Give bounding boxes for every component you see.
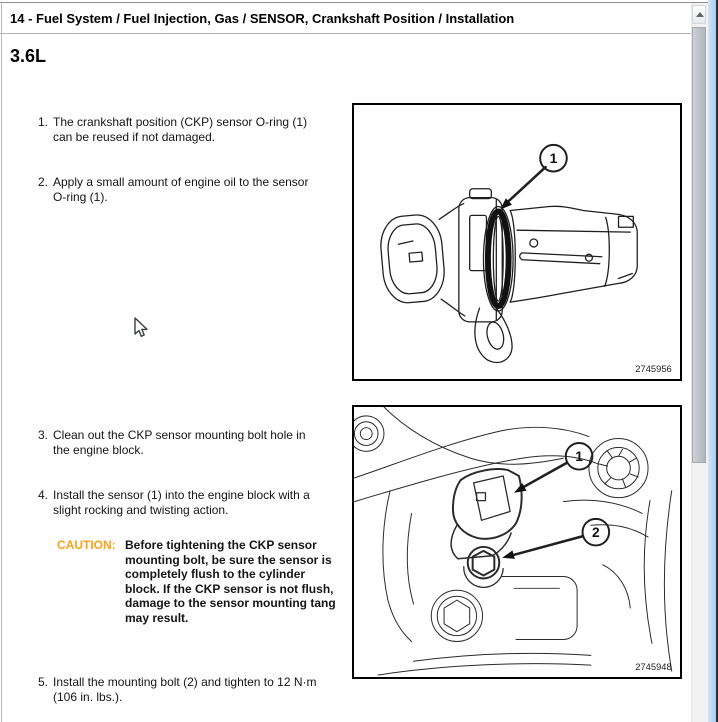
step-3 xyxy=(35,428,325,457)
installed-sensor xyxy=(451,469,522,559)
step-text: The crankshaft position (CKP) sensor O-ring (1) can be reused if not damaged. xyxy=(53,115,308,144)
figure-number: 2745948 xyxy=(635,662,672,673)
scroll-up-arrow-icon xyxy=(696,12,704,17)
callout-1-label: 1 xyxy=(549,151,558,167)
step-number: 2. xyxy=(37,175,48,189)
sensor-barrel xyxy=(510,206,637,302)
window-top-edge xyxy=(0,2,708,3)
step-5 xyxy=(35,675,325,704)
step-number: 4. xyxy=(37,488,48,502)
window-left-edge xyxy=(1,3,2,722)
threaded-hole-top-right xyxy=(589,439,648,498)
threaded-hole-top-left xyxy=(354,416,384,451)
title-divider xyxy=(0,33,691,34)
step-1 xyxy=(35,115,325,144)
callout-1 xyxy=(514,443,592,493)
step-text: Install the mounting bolt (2) and tighten to 12 N·m (106 in. lbs.). xyxy=(53,675,317,704)
caution-label: CAUTION: xyxy=(57,538,116,552)
caution-text: Before tightening the CKP sensor mounting bolt, be sure the sensor is completely flush to the cylinder block. If the CKP sensor is not flush, damage to the sensor mounting tang may result. xyxy=(125,538,336,625)
sensor-connector xyxy=(378,213,446,305)
caution-note xyxy=(57,538,343,625)
callout-1-label: 1 xyxy=(575,449,583,465)
step-number: 5. xyxy=(37,675,48,689)
step-text: Install the sensor (1) into the engine block with a slight rocking and twisting action. xyxy=(53,488,310,517)
step-number: 1. xyxy=(37,115,48,129)
figure-ckp-sensor-installed xyxy=(352,405,682,679)
step-4 xyxy=(35,488,325,517)
vertical-scrollbar-thumb[interactable] xyxy=(692,27,706,463)
sensor-mounting-tang xyxy=(475,307,512,362)
engine-bolt-lower-left xyxy=(431,590,482,641)
step-2 xyxy=(35,175,325,204)
mouse-cursor-icon xyxy=(134,317,149,339)
window-right-frame xyxy=(708,0,716,722)
callout-2 xyxy=(502,519,609,559)
breadcrumb: 14 - Fuel System / Fuel Injection, Gas / SENSOR, Crankshaft Position / Installation xyxy=(10,11,515,26)
callout-1 xyxy=(500,145,567,210)
sensor-line-art xyxy=(354,105,680,379)
engine-casting-lines xyxy=(354,407,671,675)
engine-heading: 3.6L xyxy=(10,46,47,66)
engine-block-line-art xyxy=(354,407,680,677)
figure-number: 2745956 xyxy=(635,364,672,375)
step-text: Clean out the CKP sensor mounting bolt hole in the engine block. xyxy=(53,428,306,457)
step-text: Apply a small amount of engine oil to the sensor O-ring (1). xyxy=(53,175,309,204)
scroll-up-button[interactable] xyxy=(692,5,706,24)
figure-ckp-sensor-oring xyxy=(352,103,682,381)
sensor-o-ring xyxy=(483,207,513,311)
callout-2-label: 2 xyxy=(591,525,600,541)
step-number: 3. xyxy=(37,428,48,442)
